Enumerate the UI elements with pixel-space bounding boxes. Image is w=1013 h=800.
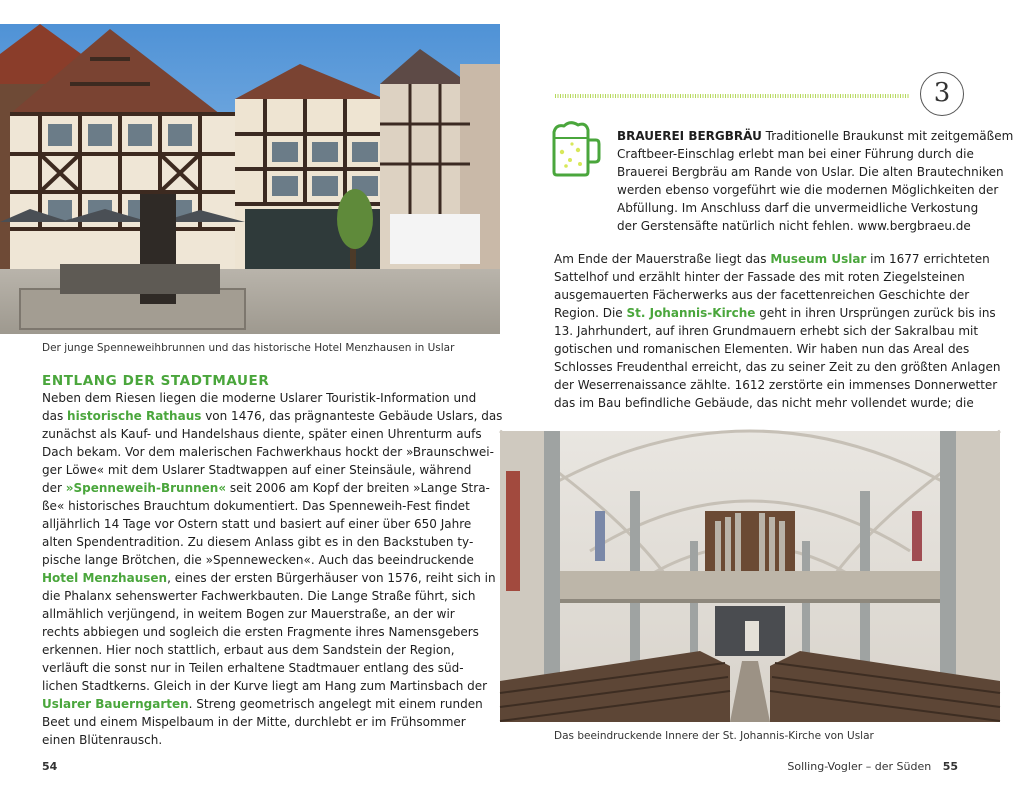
text-segment: ger Löwe« mit dem Uslarer Stadtwappen auf einer Steinsäule, während	[42, 463, 472, 477]
text-segment: rechts abbiegen und sogleich die ersten Fragmente ihres Namensgebers	[42, 625, 479, 639]
text-segment: Neben dem Riesen liegen die moderne Uslarer Touristik-Information und	[42, 391, 477, 405]
text-line	[42, 623, 479, 641]
text-line	[42, 497, 470, 515]
text-line	[554, 250, 990, 268]
text-segment: ausgemauerten Fächerwerks aus der facettenreichen Geschichte der	[554, 288, 970, 302]
text-line	[42, 641, 455, 659]
text-segment: , eines der ersten Bürgerhäuser von 1576, reiht sich in	[167, 571, 496, 585]
text-segment: die Phalanx sehenswerter Fachwerkbauten. Die Lange Straße führt, sich	[42, 589, 476, 603]
text-segment: Sattelhof und erzählt hinter der Fassade des mit roten Ziegelsteinen	[554, 270, 965, 284]
highlighted-place-name: historische Rathaus	[67, 409, 202, 423]
text-line	[42, 533, 474, 551]
text-line	[42, 551, 474, 569]
highlighted-place-name: Hotel Menzhausen	[42, 571, 168, 585]
page-number-left	[42, 760, 57, 773]
text-segment: Dach bekam. Vor dem malerischen Fachwerkhaus hockt der »Braunschwei-	[42, 445, 494, 459]
text-segment: das	[42, 409, 68, 423]
text-segment: Craftbeer-Einschlag erlebt man bei einer Führung durch die	[617, 147, 974, 161]
left-body-text	[42, 389, 503, 749]
text-segment: Beet und einem Mispelbaum in der Mitte, durchlebt er im Frühsommer	[42, 715, 466, 729]
text-line	[554, 322, 979, 340]
text-segment: Abfüllung. Im Anschluss darf die unvermeidliche Verkostung	[617, 201, 979, 215]
text-segment: von 1476, das prägnanteste Gebäude Uslars, das	[201, 409, 503, 423]
text-line	[554, 340, 970, 358]
brewery-tip-text	[617, 127, 1013, 235]
text-segment: pische lange Brötchen, die »Spennewecken«. Auch das beeindruckende	[42, 553, 474, 567]
text-segment: 13. Jahrhundert, auf ihren Grundmauern erhebt sich der Sakralbau mit	[554, 324, 979, 338]
text-line	[617, 163, 1004, 181]
highlighted-place-name: Uslarer Bauerngarten	[42, 697, 189, 711]
text-line	[554, 286, 970, 304]
text-segment: ße« historisches Brauchtum dokumentiert. Das Spenneweih-Fest findet	[42, 499, 470, 513]
text-segment: . Streng geometrisch angelegt mit einem runden	[188, 697, 483, 711]
footer-title: Solling-Vogler – der Süden	[787, 760, 932, 773]
text-line	[554, 358, 1001, 376]
text-segment: das im Bau befindliche Gebäude, das nicht mehr vollendet wurde; die	[554, 396, 974, 410]
text-segment: erkennen. Hier noch stattlich, erbaut aus dem Sandstein der Region,	[42, 643, 455, 657]
text-line	[617, 145, 974, 163]
text-line	[554, 304, 996, 322]
text-line	[42, 713, 466, 731]
text-segment: lichen Stadtkerns. Gleich in der Kurve liegt am Hang zum Martinsbach der	[42, 679, 488, 693]
text-line	[42, 479, 490, 497]
text-segment: Schlosses Freudenthal erreicht, das zu seiner Zeit zu den größten Anlagen	[554, 360, 1001, 374]
text-line	[42, 515, 472, 533]
text-line	[42, 695, 483, 713]
page-number: 54	[42, 760, 58, 773]
text-line	[617, 217, 971, 235]
text-segment: Traditionelle Braukunst mit zeitgemäßem	[761, 129, 1013, 143]
text-line	[42, 443, 494, 461]
text-segment: der Gerstensäfte natürlich nicht fehlen. www.bergbraeu.de	[617, 219, 971, 233]
text-line	[554, 268, 965, 286]
tip-title: BRAUEREI BERGBRÄU	[617, 129, 762, 143]
text-segment: Region. Die	[554, 306, 627, 320]
text-line	[42, 587, 476, 605]
highlighted-place-name: St. Johannis-Kirche	[626, 306, 756, 320]
text-segment: alljährlich 14 Tage vor Ostern statt und basiert auf einer über 650 Jahre	[42, 517, 472, 531]
text-segment: zunächst als Kauf- und Handelshaus diente, später einen Uhrenturm aufs	[42, 427, 482, 441]
text-line	[42, 659, 464, 677]
text-line	[42, 407, 503, 425]
highlighted-place-name: »Spenneweih-Brunnen«	[65, 481, 227, 495]
text-line	[554, 394, 974, 412]
section-heading: ENTLANG DER STADTMAUER	[42, 373, 270, 389]
running-footer-right	[787, 760, 958, 773]
text-line	[42, 425, 482, 443]
page-number: 55	[942, 760, 958, 773]
text-segment: Am Ende der Mauerstraße liegt das	[554, 252, 771, 266]
text-line	[617, 181, 999, 199]
text-segment: verläuft die sonst nur in Teilen erhaltene Stadtmauer entlang des süd-	[42, 661, 464, 675]
text-segment: der Weserrenaissance zählte. 1612 zerstörte ein immenses Donnerwetter	[554, 378, 998, 392]
photo-caption-right: Das beeindruckende Innere der St. Johannis-Kirche von Uslar	[554, 730, 874, 742]
photo-fachwerk-square	[0, 24, 500, 334]
text-segment: allmählich verjüngend, in weitem Bogen zur Mauerstraße, an der wir	[42, 607, 455, 621]
text-segment: Brauerei Bergbräu am Rande von Uslar. Die alten Brautechniken	[617, 165, 1004, 179]
photo-church-interior	[500, 431, 1000, 722]
text-line	[554, 376, 998, 394]
right-body-text	[554, 250, 1001, 412]
text-line	[42, 389, 477, 407]
beer-mug-icon	[548, 120, 600, 178]
text-line	[42, 605, 455, 623]
text-line	[42, 461, 472, 479]
text-segment: einen Blütenrausch.	[42, 733, 163, 747]
text-segment: im 1677 errichteten	[866, 252, 990, 266]
text-line	[42, 569, 496, 587]
text-line	[617, 199, 979, 217]
text-line	[42, 677, 488, 695]
highlighted-place-name: Museum Uslar	[770, 252, 867, 266]
chapter-rule	[555, 94, 910, 98]
text-segment: werden ebenso vorgeführt wie die modernen Möglichkeiten der	[617, 183, 999, 197]
text-segment: seit 2006 am Kopf der breiten »Lange Stra-	[226, 481, 490, 495]
text-line	[617, 127, 1013, 145]
chapter-number-badge: 3	[920, 72, 964, 116]
text-segment: geht in ihren Ursprüngen zurück bis ins	[755, 306, 996, 320]
text-line	[42, 731, 446, 749]
text-segment: der	[42, 481, 66, 495]
photo-caption-left: Der junge Spenneweihbrunnen und das historische Hotel Menzhausen in Uslar	[42, 342, 455, 354]
text-segment: gotischen und romanischen Elementen. Wir haben nun das Areal des	[554, 342, 970, 356]
text-segment: alten Spendentradition. Zu diesem Anlass gibt es in den Backstuben ty-	[42, 535, 474, 549]
